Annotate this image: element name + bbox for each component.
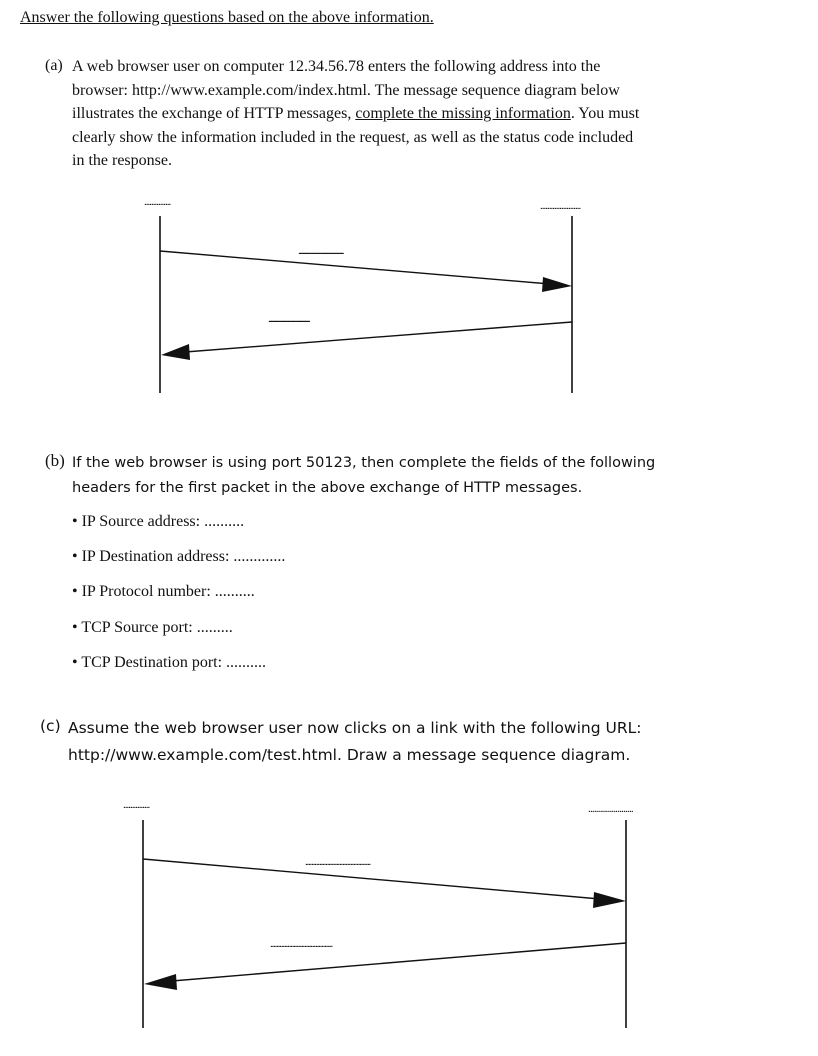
part-a-line-1: A web browser user on computer 12.34.56.78 enters the following address into the <box>72 58 601 75</box>
instruction-heading: Answer the following questions based on the above information. <box>20 9 434 26</box>
part-c-line-2: http://www.example.com/test.html. Draw a message sequence diagram. <box>68 746 631 764</box>
server-label-c: ....................... <box>588 803 633 815</box>
part-b-line-2: headers for the first packet in the above exchange of HTTP messages. <box>72 480 583 496</box>
part-a-label: (a) <box>45 57 63 74</box>
field-tcp-destination-port: • TCP Destination port: .......... <box>72 654 267 671</box>
request-label-c: .......................................... <box>305 856 371 868</box>
response-label-c: ........................................ <box>270 938 333 950</box>
request-arrowhead-c <box>593 892 626 908</box>
part-b-label: (b) <box>45 451 65 470</box>
field-ip-protocol: • IP Protocol number: .......... <box>72 583 255 600</box>
response-arrowhead-c <box>144 974 177 990</box>
part-a-line-5: in the response. <box>72 152 172 169</box>
request-label-a: ............................................... <box>298 245 343 257</box>
field-ip-source: • IP Source address: .......... <box>72 513 245 530</box>
server-label-a: ....................... <box>540 200 581 212</box>
client-label-a: ............... <box>144 196 171 208</box>
client-label-c: ............... <box>123 799 150 811</box>
field-ip-destination: • IP Destination address: ............. <box>72 548 286 565</box>
part-b-line-1: If the web browser is using port 50123, then complete the fields of the following <box>72 455 656 471</box>
response-label-a: ................................................ <box>268 313 309 325</box>
part-a-line-3-start: illustrates the exchange of HTTP messages, <box>72 105 352 122</box>
part-a-emphasis: complete the missing information <box>355 105 571 122</box>
field-tcp-source-port: • TCP Source port: ......... <box>72 619 233 636</box>
part-a-line-4: clearly show the information included in the request, as well as the status code included <box>72 128 634 146</box>
request-arrow-c <box>143 859 600 899</box>
response-arrow-c <box>172 943 626 981</box>
part-c-line-1: Assume the web browser user now clicks on a link with the following URL: <box>68 719 642 737</box>
part-c-label: (c) <box>40 717 61 735</box>
part-a-line-2: browser: http://www.example.com/index.html. The message sequence diagram below <box>72 81 620 99</box>
part-a-line-3-end: . You must <box>570 105 640 122</box>
